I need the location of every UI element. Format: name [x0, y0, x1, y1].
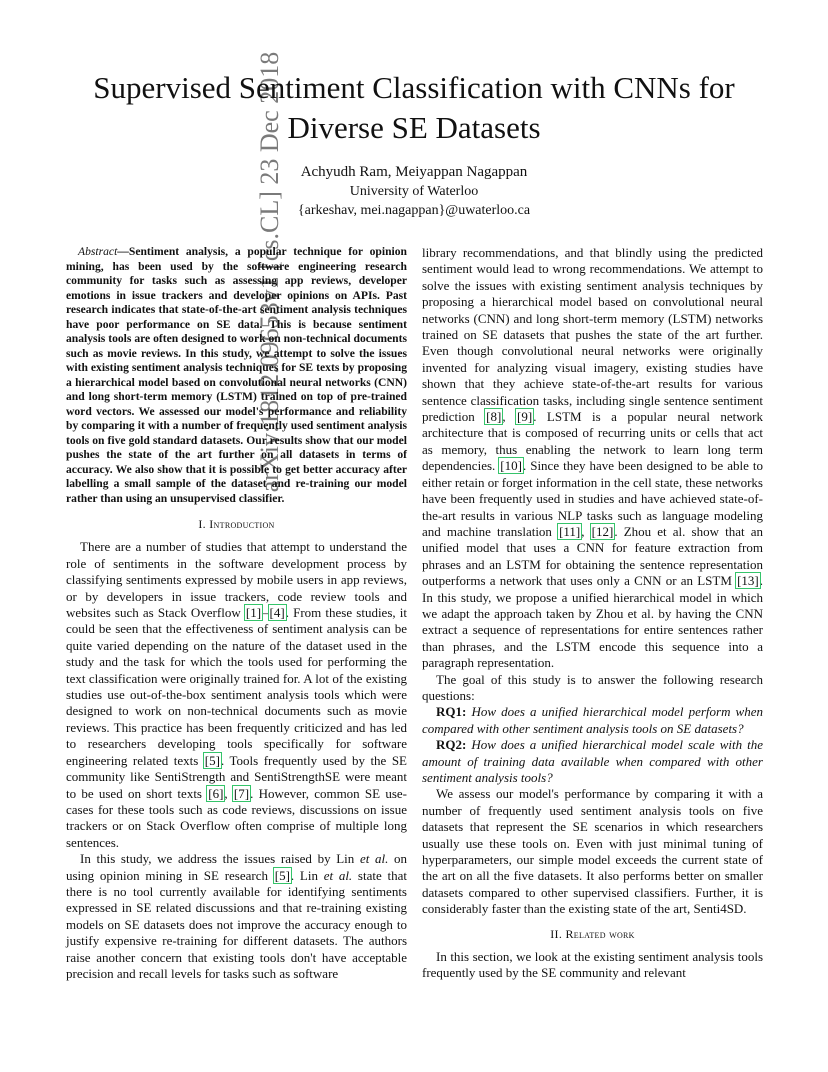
- left-column: [66, 245, 407, 982]
- abstract-text: —Sentiment analysis, a popular technique for opinion mining, has been used by the software engineering research community for tasks such as assessing app reviews, developer emotions in issue trackers and developer opinions on APIs. Past research indicates that state-of-the-art sentiment analysis techniques have poor performance on SE data. This is because sentiment analysis tools are often designed to work on non-technical documents such as movie reviews. In this study, we attempt to solve the issues with existing sentiment analysis techniques for SE texts by proposing a hierarchical model based on convolutional neural networks (CNN) and long short-term memory (LSTM) trained on top of pre-trained word vectors. We assessed our model's performance and reliability by comparing it with a number of frequently used sentiment analysis tools on five gold standard datasets. Our results show that our model pushes the state of the art further on all datasets in terms of accuracy. We also show that it is possible to get better accuracy after labelling a small sample of the dataset and re-training our model rather than using an unsupervised classifier.: [66, 245, 407, 505]
- citation-link[interactable]: [8]: [486, 409, 502, 425]
- author-email: {arkeshav, mei.nagappan}@uwaterloo.ca: [297, 203, 531, 218]
- intro-paragraph-2: In this study, we address the issues raised by Lin et al. on using opinion mining in SE research [5]. Lin et al. state that there is no tool currently available for identifying sentiments expressed in SE related discussions and that re-training existing models on SE datasets does not improve the accuracy enough to justify expensive re-training for different datasets. The authors raise another concern that existing tools don't have acceptable precision and recall levels for tasks such as software: [66, 851, 407, 981]
- citation-link[interactable]: [9]: [517, 409, 533, 425]
- title-line-2: Diverse SE Datasets: [287, 110, 541, 145]
- section-heading-introduction: [66, 516, 407, 532]
- citation-link[interactable]: [13]: [737, 573, 759, 589]
- title-line-1: Supervised Sentiment Classification with CNNs for: [93, 70, 735, 105]
- intro-paragraph-4: The goal of this study is to answer the following research questions:: [422, 671, 763, 703]
- section-name: Introduction: [209, 517, 275, 531]
- arxiv-stamp-text: arXiv:1812.09653v1 [cs.CL] 23 Dec 2018: [255, 51, 284, 493]
- intro-paragraph-1: There are a number of studies that attempt to understand the role of sentiments in the software development process by classifying sentiments expressed by mobile users in app reviews, or by developers in issue trackers, code review tools and websites such as Stack Overflow [1]–[4]. From these studies, it could be seen that the effectiveness of sentiment analysis can be quite varied depending on the nature of the dataset used in the study and the task for which the tools used for performing the text classification were originally trained for. A lot of the existing studies use out-of-the-box sentiment analysis tools which were designed to work on non-technical documents such as movie reviews. This practice has been frequently criticized and has led to researchers developing tools specifically for software engineering related texts [5]. Tools frequently used by the SE community like SentiStrength and SentiStrengthSE were meant to be used on short texts [6], [7]. However, common SE use-cases for these tools such as code reviews, discussions on issue trackers or on Stack Overflow often comprise of multiple long sentences.: [66, 539, 408, 850]
- citation-link[interactable]: [5]: [274, 867, 290, 883]
- citation-link[interactable]: [7]: [233, 785, 250, 801]
- affiliation: University of Waterloo: [349, 184, 479, 199]
- citation-link[interactable]: [11]: [559, 523, 581, 539]
- citation-link[interactable]: [6]: [208, 785, 224, 801]
- citation-link[interactable]: [12]: [591, 523, 614, 539]
- section-name: Related work: [565, 926, 635, 941]
- citation-link[interactable]: [10]: [500, 458, 522, 474]
- research-question-2: RQ2: How does a unified hierarchical model scale with the amount of training data available when compared with other sentiment analysis tools?: [422, 737, 763, 785]
- citation-link[interactable]: [1]: [245, 605, 262, 621]
- author-block: [160, 163, 668, 220]
- abstract-label: Abstract: [78, 245, 118, 258]
- intro-paragraph-3: library recommendations, and that blindly using the predicted sentiment would lead to wrong recommendations. We attempt to solve the issues with existing sentiment analysis techniques by proposing a hierarchical model based on convolutional neural networks (CNN) and long short-term memory (LSTM) networks trained on SE datasets that pushes the state of the art further. Even though convolutional neural networks were originally invented for analyzing visual imagery, existing studies have shown that they achieve state-of-the-art results for various sentence classification tasks, including single sentence sentiment prediction [8], [9]. LSTM is a popular neural network architecture that is composed of recurring units or cells that act as memory, thus enabling the network to learn long term dependencies. [10]. Since they have been designed to be able to either retain or forget information in the cell state, these networks have been frequently used in studies and have achieved state-of-the-art results in various NLP tasks such as language modeling and machine translation [11], [12]. Zhou et al. show that an unified model that uses a CNN for feature extraction from phrases and an LSTM for obtaining the sentence representation outperforms a network that uses only a CNN or an LSTM [13]. In this study, we propose a unified hierarchical model in which we adapt the approach taken by Zhou et al. by having the CNN extract a sequence of representations for entire sentences rather than phrases, and the LSTM encode this sequence into a paragraph representation.: [422, 245, 764, 671]
- intro-paragraph-5: We assess our model's performance by comparing it with a number of frequently used sentiment analysis tools on five datasets that represent the SE scenarios in which researchers usually use these tools on. Even with just minimal tuning of hyperparameters, our simple model exceeds the current state of the art on all the five datasets. It also performs better on smaller datasets compared to other supervised classifiers. Further, it is considerably faster than the existing state of the art, Senti4SD.: [422, 786, 763, 917]
- paper-title: [60, 68, 768, 148]
- related-work-paragraph-1: In this section, we look at the existing sentiment analysis tools frequently used by the SE community and relevant: [422, 949, 763, 981]
- right-column: [422, 245, 763, 982]
- citation-link[interactable]: [4]: [269, 605, 285, 621]
- research-question-1: RQ1: How does a unified hierarchical model perform when compared with other sentiment analysis tools on SE datasets?: [422, 704, 763, 736]
- section-heading-related-work: [422, 926, 763, 942]
- abstract: [66, 245, 407, 506]
- citation-link[interactable]: [5]: [204, 752, 220, 768]
- section-number: I.: [198, 517, 210, 531]
- section-number: II.: [550, 926, 566, 941]
- author-names: Achyudh Ram, Meiyappan Nagappan: [300, 164, 528, 180]
